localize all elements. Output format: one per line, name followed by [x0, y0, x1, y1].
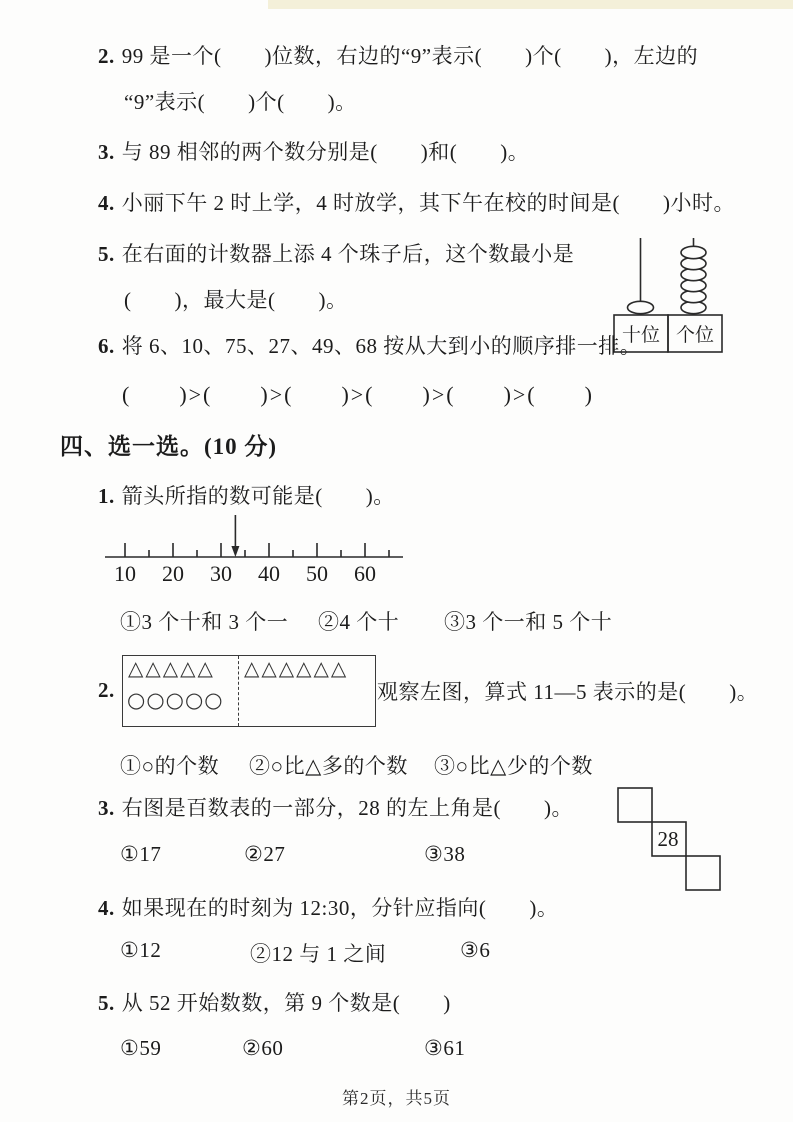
grid-cell-value: 28 [657, 827, 679, 851]
option-3: ③3 个一和 5 个十 [444, 610, 613, 634]
counter-bead [628, 301, 654, 313]
question-number: 2. [98, 678, 115, 702]
question-fill-6 [98, 330, 641, 360]
tick-label: 40 [258, 561, 280, 586]
page-indicator: 第2页，共5页 [342, 1089, 451, 1108]
question-fill-2-line2 [124, 86, 357, 116]
question-number: 2. [98, 44, 115, 68]
question-number: 5. [98, 242, 115, 266]
question-number: 5. [98, 991, 115, 1015]
question-choice-2-text: 观察左图，算式 11—5 表示的是( )。 [377, 680, 759, 704]
arrow-marker [231, 515, 239, 557]
scan-artifact-strip [268, 0, 793, 9]
question-text: 在右面的计数器上添 4 个珠子后，这个数最小是 [121, 242, 575, 266]
triangle-row-right: △△△△△△ [244, 656, 349, 680]
option-3: ③61 [424, 1036, 466, 1060]
option-3: ③6 [460, 938, 491, 962]
question-number: 1. [98, 484, 115, 508]
section-heading: 四、选一选。(10 分) [60, 434, 278, 459]
circle-row: ○○○○○ [127, 688, 224, 712]
option-2: ②27 [244, 842, 286, 866]
tick-label: 60 [354, 561, 376, 586]
question-choice-1 [98, 480, 395, 510]
tick-label: 20 [162, 561, 184, 586]
option-2: ②4 个十 [318, 610, 400, 634]
tick-label: 30 [210, 561, 232, 586]
grid-cell-bottom-right [686, 856, 720, 890]
tens-label: 十位 [621, 325, 661, 346]
question-fill-5-line1 [98, 238, 574, 268]
question-text: 小丽下午 2 时上学，4 时放学，其下午在校的时间是( )小时。 [121, 191, 735, 215]
tick-label: 10 [114, 561, 136, 586]
option-1: ①○的个数 [120, 754, 220, 778]
question-choice-5 [98, 987, 451, 1017]
grid-cell-top-left [618, 788, 652, 822]
question-choice-3 [98, 792, 573, 822]
question-choice-4 [98, 892, 558, 922]
question-text: 99 是一个( )位数，右边的“9”表示( )个( )，左边的 [121, 44, 699, 68]
question-text: 右图是百数表的一部分，28 的左上角是( )。 [121, 796, 573, 820]
option-3: ③○比△少的个数 [434, 754, 593, 778]
question-number: 4. [98, 896, 115, 920]
question-text: 箭头所指的数可能是( )。 [121, 484, 395, 508]
dashed-divider [238, 656, 239, 726]
ones-label: 个位 [675, 325, 715, 346]
question-number: 6. [98, 334, 115, 358]
tens-rod-beads [628, 301, 654, 313]
arrow-head [231, 546, 239, 557]
option-1: ①59 [120, 1036, 162, 1060]
question-fill-5-line2 [124, 284, 347, 314]
question-text: 如果现在的时刻为 12:30，分针应指向( )。 [121, 896, 559, 920]
question-text: “9”表示( )个( )。 [124, 90, 357, 114]
triangle-row-left: △△△△△ [128, 656, 215, 680]
option-1: ①17 [120, 842, 162, 866]
number-line-diagram [103, 512, 413, 590]
question-fill-3 [98, 136, 529, 166]
option-3: ③38 [424, 842, 466, 866]
question-text: 将 6、10、75、27、49、68 按从大到小的顺序排一排。 [121, 334, 642, 358]
question-fill-4 [98, 187, 735, 217]
question-number: 3. [98, 796, 115, 820]
shapes-comparison-diagram [122, 655, 376, 727]
hundred-grid-diagram [616, 786, 728, 894]
question-text: 与 89 相邻的两个数分别是( )和( )。 [121, 140, 530, 164]
counter-bead [681, 246, 706, 258]
option-2: ②○比△多的个数 [249, 754, 408, 778]
question-fill-2-line1 [98, 40, 698, 70]
option-1: ①12 [120, 938, 162, 962]
question-text: ( )，最大是( )。 [124, 288, 348, 312]
ones-rod-beads [681, 246, 706, 313]
question-number: 3. [98, 140, 115, 164]
question-text: 从 52 开始数数，第 9 个数是( ) [121, 991, 451, 1015]
tick-label: 50 [306, 561, 328, 586]
number-line-ticks [114, 543, 389, 586]
ordering-blanks: ( )>( )>( )>( )>( )>( ) [122, 382, 594, 407]
question-number: 4. [98, 191, 115, 215]
option-1: ①3 个十和 3 个一 [120, 610, 289, 634]
option-2: ②60 [242, 1036, 284, 1060]
option-2: ②12 与 1 之间 [250, 942, 387, 966]
